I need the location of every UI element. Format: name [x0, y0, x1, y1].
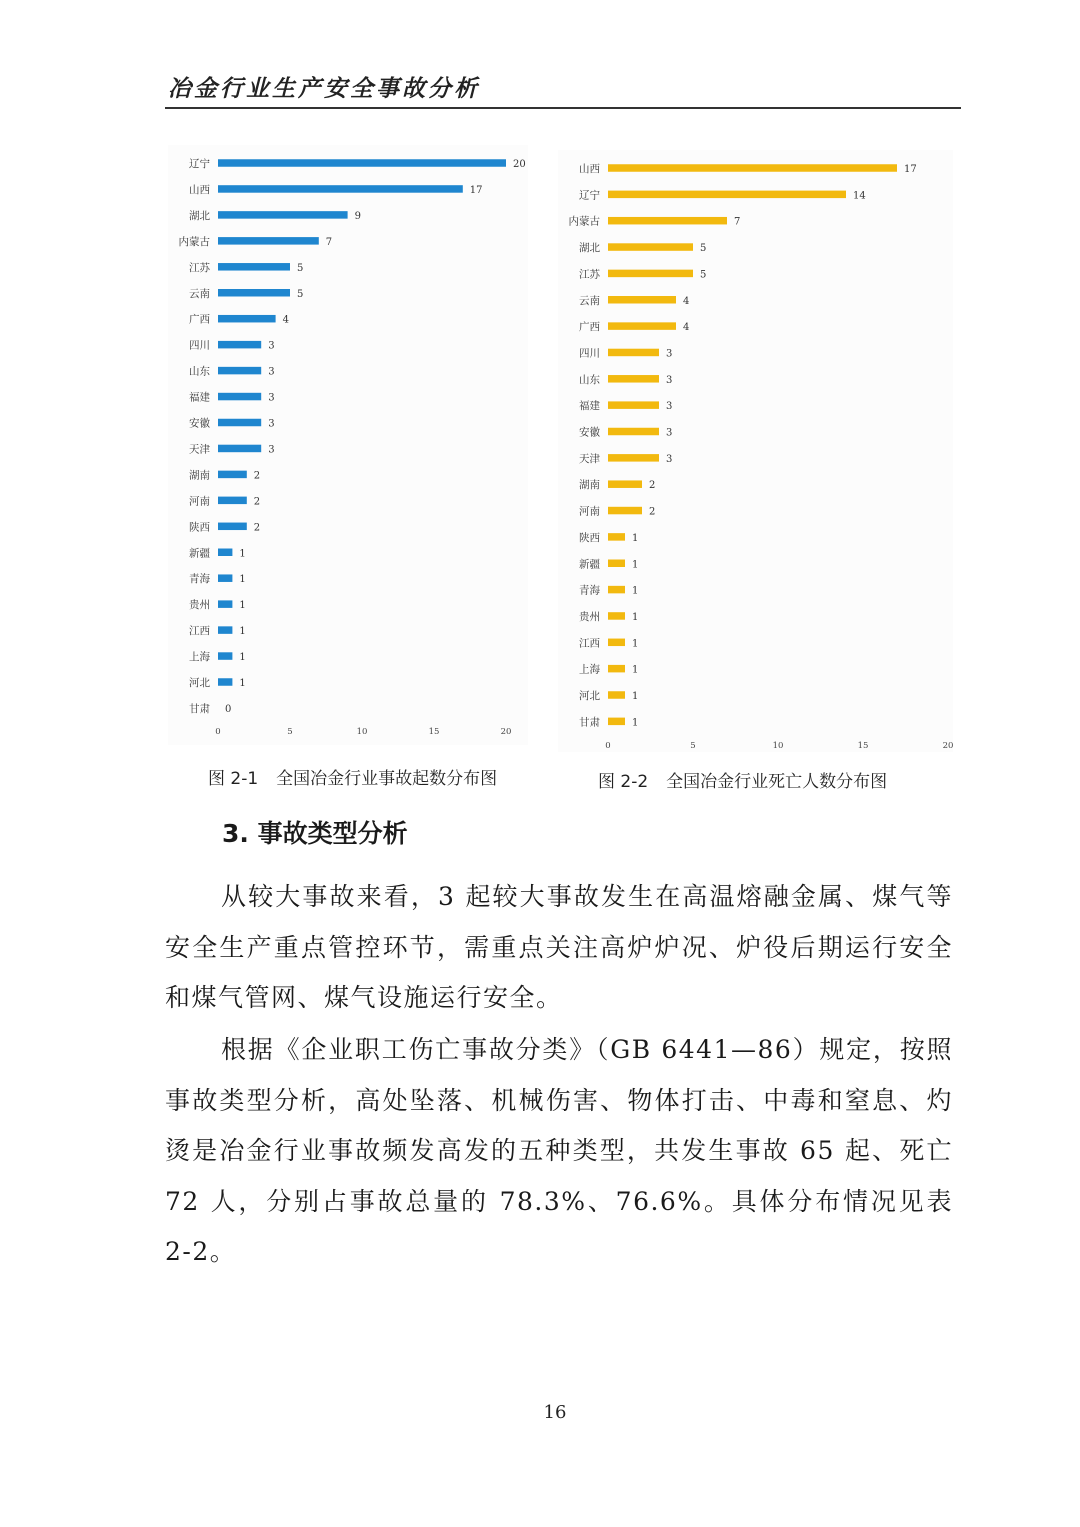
- death-count-chart: [558, 150, 953, 752]
- data-label: 1: [632, 691, 639, 702]
- bar: [608, 612, 625, 620]
- data-label: 9: [354, 210, 361, 222]
- bar: [218, 471, 247, 479]
- category-label: 陕西: [189, 521, 210, 534]
- bar: [608, 401, 659, 409]
- data-label: 1: [239, 548, 246, 560]
- category-label: 贵州: [189, 599, 210, 612]
- bar: [608, 718, 625, 726]
- category-label: 青海: [189, 573, 210, 586]
- bar: [608, 691, 625, 699]
- category-label: 广西: [189, 313, 210, 326]
- category-label: 甘肃: [189, 702, 210, 715]
- category-label: 福建: [579, 400, 600, 413]
- data-label: 0: [225, 703, 232, 715]
- category-label: 安徽: [579, 426, 600, 439]
- bar: [608, 428, 659, 436]
- figure-2-2-number: 图 2-2: [598, 772, 649, 792]
- bar: [608, 480, 642, 488]
- x-tick-label: 10: [356, 727, 368, 737]
- bar: [218, 393, 261, 401]
- category-label: 福建: [189, 391, 210, 404]
- category-label: 甘肃: [579, 716, 600, 729]
- category-label: 江苏: [579, 268, 600, 281]
- bar: [218, 211, 348, 219]
- bar: [608, 217, 727, 225]
- bar: [218, 237, 319, 245]
- data-label: 3: [268, 392, 275, 404]
- bar: [608, 454, 659, 462]
- data-label: 20: [513, 159, 526, 170]
- data-label: 1: [239, 626, 246, 638]
- category-label: 湖南: [189, 469, 210, 482]
- accident-count-chart-svg: [168, 145, 528, 745]
- category-label: 湖北: [189, 209, 210, 222]
- data-label: 3: [268, 418, 275, 430]
- figure-2-1-text: 全国冶金行业事故起数分布图: [276, 769, 498, 789]
- data-label: 1: [632, 559, 639, 571]
- bar: [608, 296, 676, 304]
- data-label: 2: [649, 506, 656, 518]
- x-tick-label: 15: [857, 741, 869, 751]
- data-label: 7: [734, 216, 741, 228]
- bar: [218, 185, 463, 193]
- x-tick-label: 20: [942, 741, 954, 751]
- data-label: 1: [632, 611, 639, 623]
- figure-2-1-number: 图 2-1: [208, 769, 259, 789]
- data-label: 2: [649, 480, 656, 492]
- bar: [608, 349, 659, 357]
- category-label: 青海: [579, 584, 600, 597]
- category-label: 山西: [189, 183, 210, 196]
- data-label: 1: [239, 652, 246, 664]
- bar: [218, 626, 232, 634]
- data-label: 4: [683, 295, 690, 307]
- page-number: 16: [543, 1402, 567, 1423]
- data-label: 5: [297, 288, 304, 300]
- category-label: 河南: [579, 505, 600, 518]
- data-label: 3: [666, 427, 673, 439]
- bar: [218, 600, 232, 608]
- bar: [218, 445, 261, 453]
- data-label: 1: [239, 600, 246, 612]
- data-label: 17: [904, 164, 917, 175]
- data-label: 2: [253, 522, 261, 534]
- x-tick-label: 15: [428, 727, 440, 737]
- data-label: 5: [700, 243, 707, 255]
- category-label: 江西: [189, 625, 210, 638]
- category-label: 河北: [189, 677, 210, 689]
- data-label: 7: [325, 236, 333, 248]
- data-label: 5: [700, 269, 707, 281]
- data-label: 1: [632, 638, 639, 650]
- category-label: 江苏: [189, 261, 210, 274]
- bar: [218, 549, 232, 557]
- bar: [608, 322, 676, 330]
- bar: [218, 678, 232, 686]
- bar: [608, 507, 642, 515]
- x-tick-label: 0: [215, 727, 221, 737]
- bar: [218, 419, 261, 427]
- bar: [608, 586, 625, 594]
- x-tick-label: 5: [287, 727, 293, 737]
- category-label: 新疆: [579, 558, 600, 571]
- data-label: 1: [632, 585, 639, 597]
- death-count-chart-svg: [558, 150, 953, 752]
- category-label: 河南: [189, 495, 210, 508]
- bar: [608, 533, 625, 541]
- data-label: 1: [632, 532, 639, 544]
- category-label: 贵州: [579, 610, 600, 623]
- category-label: 山东: [189, 365, 210, 378]
- data-label: 4: [683, 322, 690, 334]
- data-label: 3: [268, 366, 275, 378]
- category-label: 云南: [579, 294, 600, 307]
- category-label: 内蒙古: [568, 215, 600, 228]
- x-tick-label: 10: [772, 741, 784, 751]
- category-label: 广西: [579, 321, 600, 334]
- bar: [608, 243, 693, 251]
- header-rule: [165, 107, 961, 109]
- category-label: 山东: [579, 373, 600, 386]
- category-label: 湖北: [579, 242, 600, 255]
- data-label: 4: [282, 314, 289, 326]
- data-label: 3: [666, 401, 673, 413]
- category-label: 江西: [579, 637, 600, 650]
- bar: [608, 270, 693, 278]
- category-label: 上海: [189, 651, 210, 664]
- category-label: 内蒙古: [178, 235, 210, 248]
- data-label: 5: [297, 262, 304, 274]
- accident-count-chart: [168, 145, 528, 745]
- category-label: 四川: [579, 347, 600, 360]
- category-label: 新疆: [189, 547, 210, 560]
- data-label: 1: [239, 574, 246, 586]
- category-label: 天津: [189, 443, 210, 456]
- category-label: 四川: [189, 339, 210, 352]
- bar: [608, 164, 897, 172]
- bar: [218, 263, 290, 271]
- bar: [218, 652, 232, 660]
- bar: [608, 375, 659, 383]
- data-label: 14: [853, 190, 866, 202]
- section-heading: 3. 事故类型分析: [222, 819, 408, 848]
- category-label: 安徽: [189, 417, 210, 430]
- bar: [608, 191, 846, 199]
- bar: [608, 639, 625, 647]
- bar: [218, 341, 261, 349]
- running-header-title: 冶金行业生产安全事故分析: [168, 75, 480, 102]
- bar: [608, 665, 625, 673]
- category-label: 天津: [579, 452, 600, 465]
- data-label: 2: [253, 470, 261, 482]
- category-label: 河北: [579, 690, 600, 702]
- paragraph-accident-types: 根据《企业职工伤亡事故分类》（GB 6441—86）规定，按照事故类型分析，高处坠落、机械伤害、物体打击、中毒和窒息、灼烫是冶金行业事故频发高发的五种类型，共发生事故 65 起、死亡 72 人，分别占事故总量的 78.3%、76.6%。具体分布情况见表 2-2。: [165, 1035, 953, 1266]
- data-label: 3: [268, 444, 275, 456]
- data-label: 3: [268, 340, 275, 352]
- figure-2-2-text: 全国冶金行业死亡人数分布图: [666, 772, 888, 792]
- category-label: 云南: [189, 287, 210, 300]
- category-label: 辽宁: [189, 158, 210, 170]
- x-tick-label: 0: [605, 741, 611, 751]
- category-label: 陕西: [579, 531, 600, 544]
- bar: [608, 560, 625, 568]
- category-label: 上海: [579, 663, 600, 676]
- figure-2-1-caption: [208, 764, 497, 789]
- paragraph-major-accidents: 从较大事故来看，3 起较大事故发生在高温熔融金属、煤气等安全生产重点管控环节，需重点关注高炉炉况、炉役后期运行安全和煤气管网、煤气设施运行安全。: [165, 882, 953, 1012]
- data-label: 3: [666, 374, 673, 386]
- data-label: 1: [632, 717, 639, 729]
- category-label: 湖南: [579, 479, 600, 492]
- category-label: 山西: [579, 163, 600, 175]
- data-label: 1: [632, 664, 639, 676]
- bar: [218, 367, 261, 375]
- data-label: 17: [469, 184, 483, 196]
- category-label: 辽宁: [579, 189, 600, 202]
- x-tick-label: 5: [690, 741, 696, 751]
- bar: [218, 574, 232, 582]
- bar: [218, 289, 290, 297]
- x-tick-label: 20: [500, 727, 512, 737]
- data-label: 2: [253, 496, 261, 508]
- data-label: 3: [666, 348, 673, 360]
- bar: [218, 497, 247, 505]
- data-label: 3: [666, 453, 673, 465]
- bar: [218, 523, 247, 531]
- figure-2-2-caption: [598, 767, 887, 792]
- bar: [218, 315, 276, 323]
- bar: [218, 159, 506, 167]
- data-label: 1: [239, 678, 246, 689]
